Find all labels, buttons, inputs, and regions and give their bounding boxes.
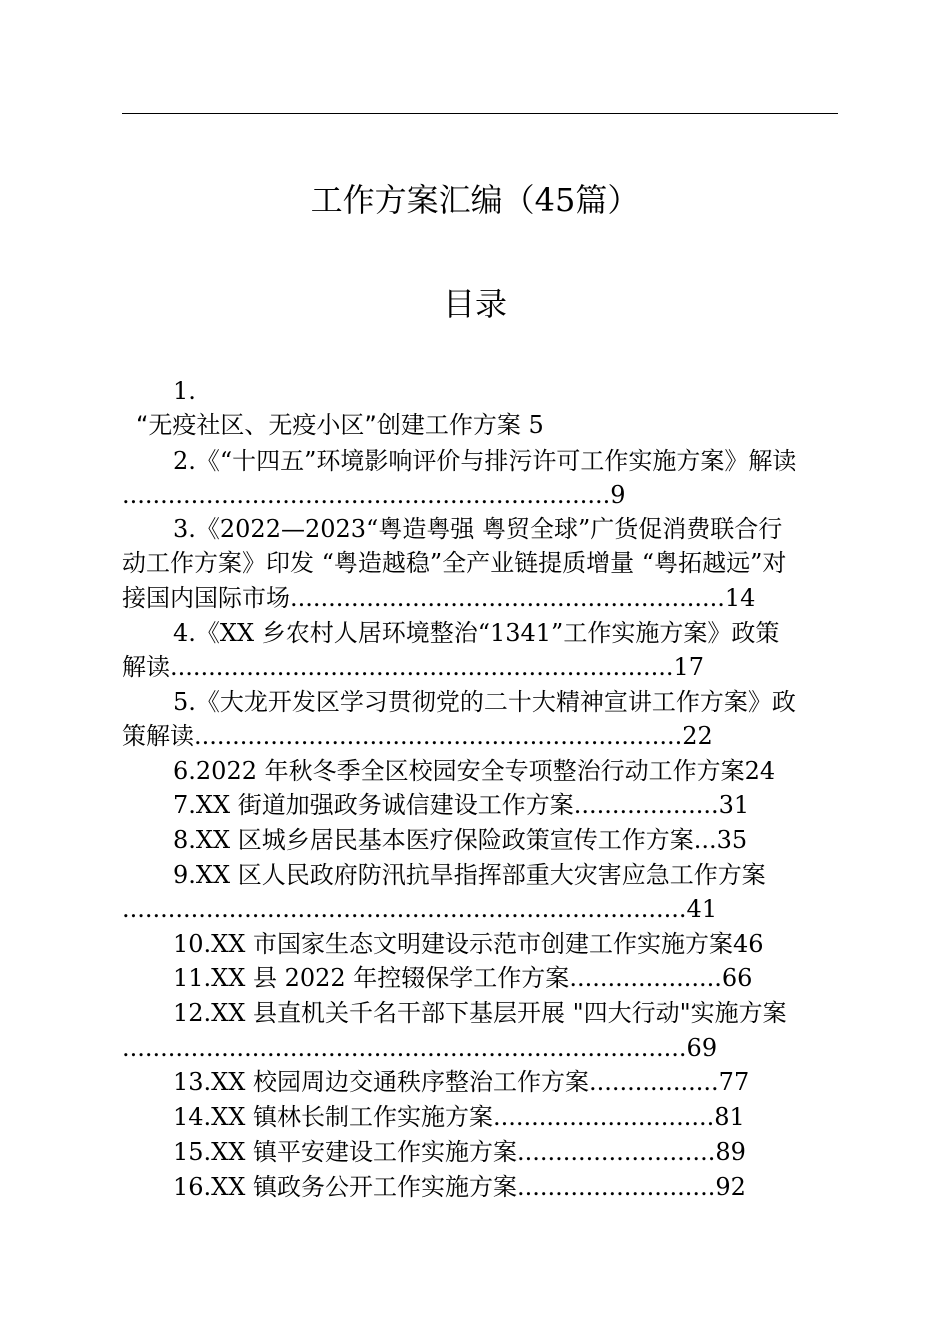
toc-entry-2[interactable]: 2.《“十四五”环境影响评价与排污许可工作实施方案》解读 [173, 447, 797, 475]
toc-entry-11[interactable]: 11.XX 县 2022 年控辍保学工作方案....................66 [173, 964, 753, 992]
toc-entry-15[interactable]: 15.XX 镇平安建设工作实施方案..........................89 [173, 1138, 746, 1166]
toc-entry-8[interactable]: 8.XX 区城乡居民基本医疗保险政策宣传工作方案...35 [173, 826, 748, 854]
toc-entry-4-line2[interactable]: 解读..................................................................17 [122, 653, 705, 681]
toc-entry-1-number[interactable]: 1. [173, 377, 196, 405]
toc-entry-7[interactable]: 7.XX 街道加强政务诚信建设工作方案...................31 [173, 791, 750, 819]
toc-entry-1[interactable]: “无疫社区、无疫小区”创建工作方案 5 [136, 411, 544, 439]
toc-entry-9-leader[interactable]: ..........................................................................41 [122, 895, 718, 923]
document-title: 工作方案汇编（45篇） [310, 181, 640, 219]
toc-entry-3-line2[interactable]: 动工作方案》印发 “粤造越稳”全产业链提质增量 “粤拓越远”对 [122, 549, 787, 577]
toc-entry-12-leader[interactable]: ..........................................................................69 [122, 1034, 718, 1062]
toc-entry-12[interactable]: 12.XX 县直机关千名干部下基层开展 "四大行动"实施方案 [173, 999, 787, 1027]
toc-entry-3-line3[interactable]: 接国内国际市场.........................................................14 [122, 584, 756, 612]
toc-entry-16[interactable]: 16.XX 镇政务公开工作实施方案..........................92 [173, 1173, 746, 1201]
toc-entry-14[interactable]: 14.XX 镇林长制工作实施方案.............................81 [173, 1103, 745, 1131]
toc-entry-10[interactable]: 10.XX 市国家生态文明建设示范市创建工作实施方案46 [173, 930, 764, 958]
header-rule [122, 113, 838, 114]
toc-entry-6[interactable]: 6.2022 年秋冬季全区校园安全专项整治行动工作方案24 [173, 757, 776, 785]
toc-entry-4[interactable]: 4.《XX 乡农村人居环境整治“1341”工作实施方案》政策 [173, 619, 780, 647]
toc-entry-2-leader[interactable]: ................................................................9 [122, 481, 626, 509]
toc-entry-5-line2[interactable]: 策解读................................................................22 [122, 722, 713, 750]
toc-heading: 目录 [442, 285, 507, 323]
toc-entry-9[interactable]: 9.XX 区人民政府防汛抗旱指挥部重大灾害应急工作方案 [173, 861, 766, 889]
toc-entry-5[interactable]: 5.《大龙开发区学习贯彻党的二十大精神宣讲工作方案》政 [173, 688, 796, 716]
toc-entry-3[interactable]: 3.《2022—2023“粤造粤强 粤贸全球”广货促消费联合行 [173, 515, 783, 543]
toc-entry-13[interactable]: 13.XX 校园周边交通秩序整治工作方案.................77 [173, 1068, 750, 1096]
